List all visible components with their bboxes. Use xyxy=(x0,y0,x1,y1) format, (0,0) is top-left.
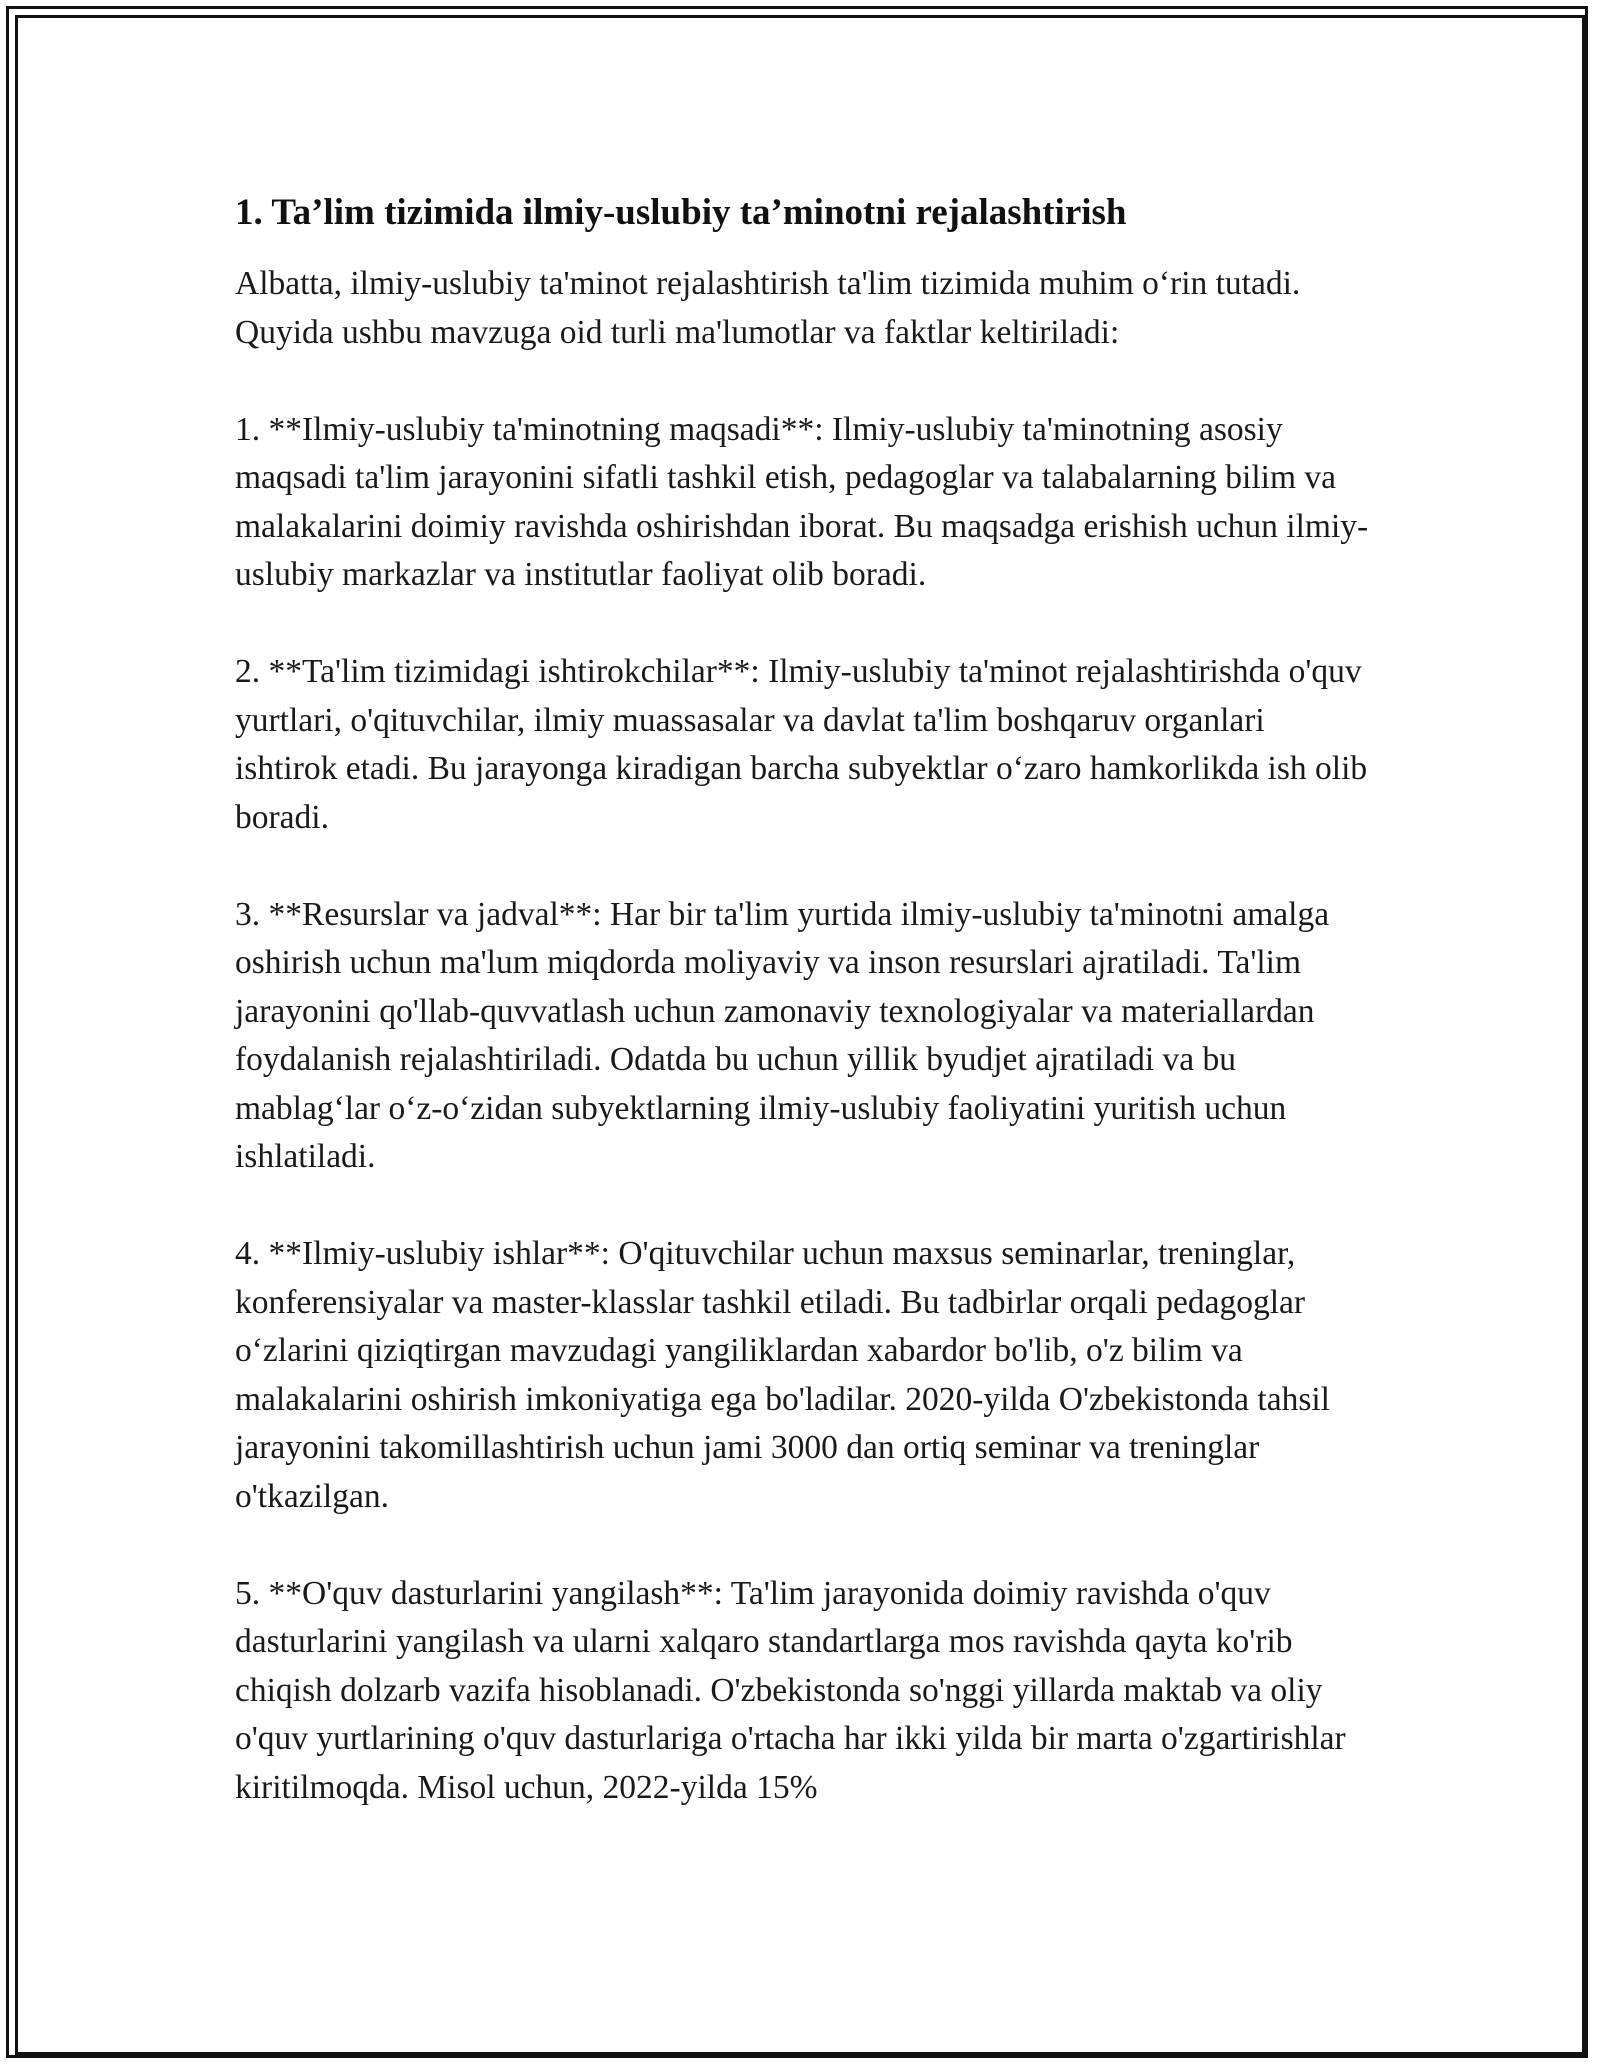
list-item-paragraph: 1. **Ilmiy-uslubiy ta'minotning maqsadi**: Ilmiy-uslubiy ta'minotning asosiy maqsadi ta'lim jarayonini sifatli tashkil etish, pedagoglar va talabalarning bilim va malakalarini doimiy ravishda oshirishdan iborat. Bu maqsadga erishish uchun ilmiy-uslubiy markazlar va institutlar faoliyat olib boradi. xyxy=(235,410,1369,593)
list-item-paragraph: 4. **Ilmiy-uslubiy ishlar**: O'qituvchilar uchun maxsus seminarlar, treninglar, konferensiyalar va master-klasslar tashkil etiladi. Bu tadbirlar orqali pedagoglar oʻzlarini qiziqtirgan mavzudagi yangiliklardan xabardor bo'lib, o'z bilim va malakalarini oshirish imkoniyatiga ega bo'ladilar. 2020-yilda O'zbekistonda tahsil jarayonini takomillashtirish uchun jami 3000 dan ortiq seminar va treninglar o'tkazilgan. xyxy=(235,1235,1330,1515)
document-body xyxy=(235,188,1375,1861)
section-heading: 1. Ta’lim tizimida ilmiy-uslubiy ta’minotni rejalashtirish xyxy=(235,192,1127,233)
list-item-paragraph: 2. **Ta'lim tizimidagi ishtirokchilar**: Ilmiy-uslubiy ta'minot rejalashtirishda o'quv yurtlari, o'qituvchilar, ilmiy muassasalar va davlat ta'lim boshqaruv organlari ishtirok etadi. Bu jarayonga kiradigan barcha subyektlar oʻzaro hamkorlikda ish olib boradi. xyxy=(235,653,1368,836)
list-item-paragraph: 3. **Resurslar va jadval**: Har bir ta'lim yurtida ilmiy-uslubiy ta'minotni amalga oshirish uchun ma'lum miqdorda moliyaviy va inson resurslari ajratiladi. Ta'lim jarayonini qo'llab-quvvatlash uchun zamonaviy texnologiyalar va materiallardan foydalanish rejalashtiriladi. Odatda bu uchun yillik byudjet ajratiladi va bu mablagʻlar oʻz-oʻzidan subyektlarning ilmiy-uslubiy faoliyatini yuritish uchun ishlatiladi. xyxy=(235,895,1330,1175)
intro-paragraph: Albatta, ilmiy-uslubiy ta'minot rejalashtirish ta'lim tizimida muhim oʻrin tutadi. Quyida ushbu mavzuga oid turli ma'lumotlar va faktlar keltiriladi: xyxy=(235,265,1301,351)
list-item-paragraph: 5. **O'quv dasturlarini yangilash**: Ta'lim jarayonida doimiy ravishda o'quv dasturlarini yangilash va ularni xalqaro standartlarga mos ravishda qayta ko'rib chiqish dolzarb vazifa hisoblanadi. O'zbekistonda so'nggi yillarda maktab va oliy o'quv yurtlarining o'quv dasturlariga o'rtacha har ikki yilda bir marta o'zgartirishlar kiritilmoqda. Misol uchun, 2022-yilda 15% xyxy=(235,1574,1346,1806)
